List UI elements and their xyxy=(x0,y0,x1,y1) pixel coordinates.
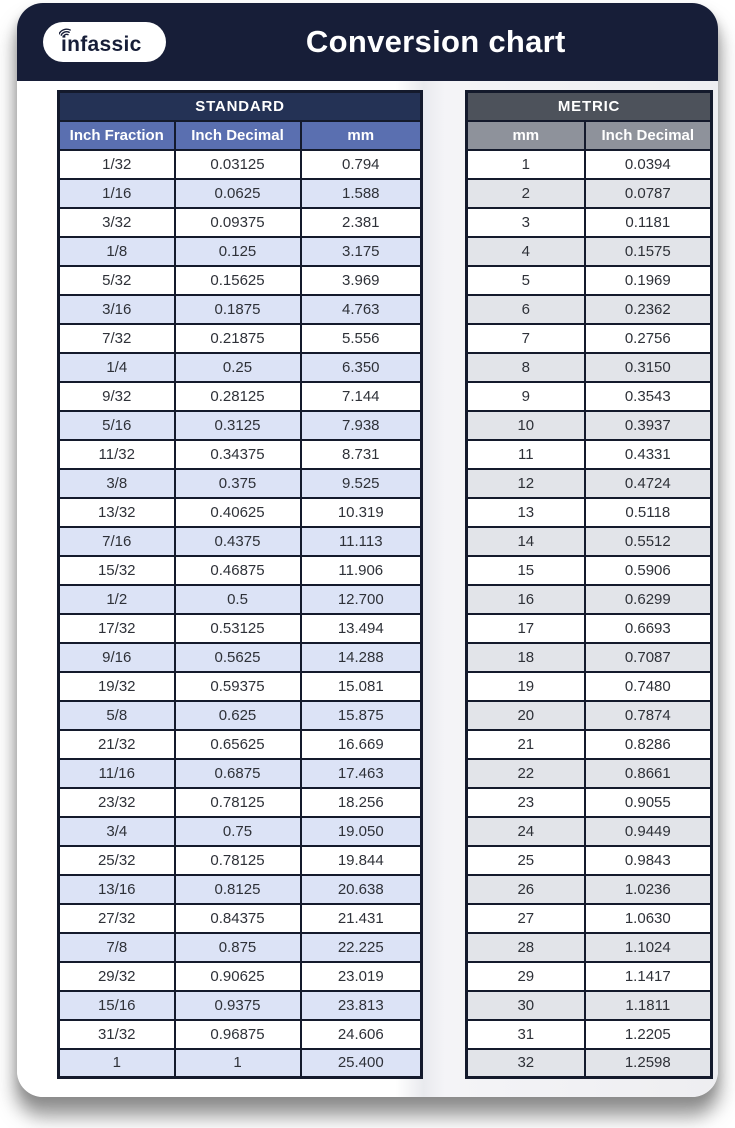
table-row xyxy=(467,614,712,643)
table-row xyxy=(467,411,712,440)
table-cell: 0.53125 xyxy=(175,614,301,643)
table-row xyxy=(467,324,712,353)
table-row xyxy=(467,440,712,469)
table-cell: 0.3937 xyxy=(585,411,712,440)
table-row xyxy=(467,875,712,904)
column-header-inch-decimal: Inch Decimal xyxy=(175,121,301,150)
table-cell: 0.40625 xyxy=(175,498,301,527)
table-cell: 15/32 xyxy=(59,556,175,585)
table-row xyxy=(59,759,422,788)
table-row xyxy=(467,788,712,817)
card-header xyxy=(17,3,718,81)
table-row xyxy=(59,208,422,237)
column-header-inch-decimal: Inch Decimal xyxy=(585,121,712,150)
table-cell: 3/32 xyxy=(59,208,175,237)
table-cell: 11.113 xyxy=(301,527,422,556)
table-row xyxy=(59,788,422,817)
table-cell: 6.350 xyxy=(301,353,422,382)
table-cell: 20 xyxy=(467,701,585,730)
table-cell: 31 xyxy=(467,1020,585,1049)
table-cell: 15/16 xyxy=(59,991,175,1020)
table-row xyxy=(467,150,712,179)
table-cell: 9.525 xyxy=(301,469,422,498)
table-cell: 0.78125 xyxy=(175,846,301,875)
table-cell: 25.400 xyxy=(301,1049,422,1078)
table-cell: 0.5512 xyxy=(585,527,712,556)
table-cell: 14 xyxy=(467,527,585,556)
table-row xyxy=(59,730,422,759)
table-cell: 0.5 xyxy=(175,585,301,614)
table-cell: 3.175 xyxy=(301,237,422,266)
table-cell: 0.1875 xyxy=(175,295,301,324)
table-cell: 0.90625 xyxy=(175,962,301,991)
table-cell: 1 xyxy=(467,150,585,179)
table-cell: 7/16 xyxy=(59,527,175,556)
table-cell: 0.625 xyxy=(175,701,301,730)
table-cell: 0.3543 xyxy=(585,382,712,411)
logo xyxy=(43,22,166,62)
table-cell: 0.34375 xyxy=(175,440,301,469)
standard-table-body xyxy=(59,150,422,1078)
table-cell: 0.125 xyxy=(175,237,301,266)
table-row xyxy=(59,237,422,266)
table-cell: 4 xyxy=(467,237,585,266)
table-cell: 3.969 xyxy=(301,266,422,295)
table-cell: 0.21875 xyxy=(175,324,301,353)
table-cell: 0.875 xyxy=(175,933,301,962)
table-row xyxy=(59,1020,422,1049)
table-row xyxy=(467,1049,712,1078)
table-row xyxy=(467,585,712,614)
standard-table xyxy=(57,90,423,1079)
table-cell: 26 xyxy=(467,875,585,904)
table-cell: 9/32 xyxy=(59,382,175,411)
column-header-mm: mm xyxy=(467,121,585,150)
table-row xyxy=(467,353,712,382)
table-cell: 15.081 xyxy=(301,672,422,701)
table-cell: 21 xyxy=(467,730,585,759)
table-row xyxy=(59,179,422,208)
table-cell: 0.6299 xyxy=(585,585,712,614)
table-row xyxy=(59,440,422,469)
table-cell: 18.256 xyxy=(301,788,422,817)
table-row xyxy=(467,701,712,730)
table-cell: 22 xyxy=(467,759,585,788)
signal-icon xyxy=(59,26,73,38)
table-row xyxy=(59,295,422,324)
table-cell: 27/32 xyxy=(59,904,175,933)
table-cell: 23/32 xyxy=(59,788,175,817)
table-row xyxy=(59,266,422,295)
table-cell: 0.1575 xyxy=(585,237,712,266)
table-cell: 0.4375 xyxy=(175,527,301,556)
table-cell: 0.8661 xyxy=(585,759,712,788)
table-cell: 21/32 xyxy=(59,730,175,759)
table-row xyxy=(467,1020,712,1049)
table-cell: 0.09375 xyxy=(175,208,301,237)
table-row xyxy=(59,904,422,933)
table-row xyxy=(467,498,712,527)
table-cell: 0.8286 xyxy=(585,730,712,759)
table-row xyxy=(59,324,422,353)
table-row xyxy=(467,208,712,237)
table-cell: 29/32 xyxy=(59,962,175,991)
table-cell: 3 xyxy=(467,208,585,237)
table-cell: 16 xyxy=(467,585,585,614)
table-row xyxy=(467,759,712,788)
table-cell: 1/4 xyxy=(59,353,175,382)
table-row xyxy=(59,527,422,556)
table-cell: 0.7480 xyxy=(585,672,712,701)
table-cell: 0.7087 xyxy=(585,643,712,672)
table-row xyxy=(59,469,422,498)
table-cell: 0.28125 xyxy=(175,382,301,411)
table-row xyxy=(467,556,712,585)
table-cell: 0.75 xyxy=(175,817,301,846)
table-cell: 9/16 xyxy=(59,643,175,672)
table-cell: 0.9449 xyxy=(585,817,712,846)
table-cell: 18 xyxy=(467,643,585,672)
table-cell: 1.2598 xyxy=(585,1049,712,1078)
table-cell: 11/32 xyxy=(59,440,175,469)
table-row xyxy=(59,846,422,875)
card-body xyxy=(17,81,718,1097)
table-row xyxy=(59,991,422,1020)
table-cell: 1/8 xyxy=(59,237,175,266)
table-row xyxy=(59,353,422,382)
table-cell: 15.875 xyxy=(301,701,422,730)
table-row xyxy=(59,382,422,411)
table-cell: 0.59375 xyxy=(175,672,301,701)
table-row xyxy=(59,1049,422,1078)
table-cell: 0.794 xyxy=(301,150,422,179)
table-cell: 0.6875 xyxy=(175,759,301,788)
table-cell: 1.1417 xyxy=(585,962,712,991)
table-cell: 0.84375 xyxy=(175,904,301,933)
table-row xyxy=(59,585,422,614)
table-cell: 9 xyxy=(467,382,585,411)
table-cell: 0.9375 xyxy=(175,991,301,1020)
table-cell: 8 xyxy=(467,353,585,382)
table-cell: 2 xyxy=(467,179,585,208)
table-cell: 7/8 xyxy=(59,933,175,962)
metric-table xyxy=(465,90,713,1079)
table-cell: 0.78125 xyxy=(175,788,301,817)
table-row xyxy=(59,614,422,643)
table-cell: 0.6693 xyxy=(585,614,712,643)
table-cell: 32 xyxy=(467,1049,585,1078)
table-cell: 0.4331 xyxy=(585,440,712,469)
page-title: Conversion chart xyxy=(305,24,566,59)
table-cell: 7.144 xyxy=(301,382,422,411)
table-cell: 7.938 xyxy=(301,411,422,440)
table-row xyxy=(59,817,422,846)
table-row xyxy=(59,962,422,991)
table-row xyxy=(467,382,712,411)
column-header-inch-fraction: Inch Fraction xyxy=(59,121,175,150)
table-cell: 19.844 xyxy=(301,846,422,875)
table-cell: 16.669 xyxy=(301,730,422,759)
table-row xyxy=(467,962,712,991)
table-row xyxy=(467,266,712,295)
table-row xyxy=(467,527,712,556)
table-row xyxy=(59,933,422,962)
table-row xyxy=(59,672,422,701)
table-cell: 23 xyxy=(467,788,585,817)
metric-column-header-row xyxy=(467,121,712,150)
table-cell: 1.1024 xyxy=(585,933,712,962)
table-row xyxy=(467,991,712,1020)
table-cell: 23.813 xyxy=(301,991,422,1020)
table-cell: 5.556 xyxy=(301,324,422,353)
table-row xyxy=(59,875,422,904)
table-cell: 1 xyxy=(59,1049,175,1078)
table-cell: 31/32 xyxy=(59,1020,175,1049)
table-cell: 0.0625 xyxy=(175,179,301,208)
table-cell: 5/8 xyxy=(59,701,175,730)
table-cell: 0.8125 xyxy=(175,875,301,904)
table-cell: 1/2 xyxy=(59,585,175,614)
metric-title-row xyxy=(467,92,712,121)
table-cell: 1.1811 xyxy=(585,991,712,1020)
logo-text: infassic xyxy=(61,33,142,56)
table-cell: 6 xyxy=(467,295,585,324)
table-cell: 0.46875 xyxy=(175,556,301,585)
table-cell: 24 xyxy=(467,817,585,846)
table-cell: 1.588 xyxy=(301,179,422,208)
table-cell: 3/8 xyxy=(59,469,175,498)
table-cell: 23.019 xyxy=(301,962,422,991)
table-cell: 3/16 xyxy=(59,295,175,324)
table-cell: 0.0787 xyxy=(585,179,712,208)
table-cell: 5 xyxy=(467,266,585,295)
table-cell: 19/32 xyxy=(59,672,175,701)
table-cell: 4.763 xyxy=(301,295,422,324)
table-row xyxy=(59,411,422,440)
table-cell: 7/32 xyxy=(59,324,175,353)
table-cell: 22.225 xyxy=(301,933,422,962)
table-row xyxy=(467,179,712,208)
table-row xyxy=(467,643,712,672)
table-cell: 13/16 xyxy=(59,875,175,904)
table-cell: 13 xyxy=(467,498,585,527)
table-row xyxy=(467,237,712,266)
table-cell: 0.5906 xyxy=(585,556,712,585)
table-cell: 30 xyxy=(467,991,585,1020)
table-cell: 13.494 xyxy=(301,614,422,643)
table-row xyxy=(59,556,422,585)
table-cell: 24.606 xyxy=(301,1020,422,1049)
table-cell: 11.906 xyxy=(301,556,422,585)
table-cell: 1.0630 xyxy=(585,904,712,933)
table-row xyxy=(467,295,712,324)
table-cell: 10 xyxy=(467,411,585,440)
table-cell: 0.2362 xyxy=(585,295,712,324)
table-cell: 0.03125 xyxy=(175,150,301,179)
table-cell: 0.2756 xyxy=(585,324,712,353)
table-cell: 25/32 xyxy=(59,846,175,875)
conversion-card xyxy=(17,3,718,1097)
table-cell: 0.5118 xyxy=(585,498,712,527)
table-cell: 11 xyxy=(467,440,585,469)
table-cell: 20.638 xyxy=(301,875,422,904)
table-cell: 0.96875 xyxy=(175,1020,301,1049)
table-cell: 0.3125 xyxy=(175,411,301,440)
table-cell: 10.319 xyxy=(301,498,422,527)
table-cell: 0.1969 xyxy=(585,266,712,295)
table-cell: 1/16 xyxy=(59,179,175,208)
metric-table-body xyxy=(467,150,712,1078)
table-cell: 3/4 xyxy=(59,817,175,846)
table-cell: 0.65625 xyxy=(175,730,301,759)
table-row xyxy=(467,730,712,759)
table-cell: 21.431 xyxy=(301,904,422,933)
table-row xyxy=(467,672,712,701)
table-cell: 12 xyxy=(467,469,585,498)
table-row xyxy=(467,846,712,875)
table-cell: 1 xyxy=(175,1049,301,1078)
table-cell: 0.25 xyxy=(175,353,301,382)
table-cell: 0.7874 xyxy=(585,701,712,730)
table-cell: 2.381 xyxy=(301,208,422,237)
table-cell: 8.731 xyxy=(301,440,422,469)
table-cell: 0.1181 xyxy=(585,208,712,237)
table-cell: 15 xyxy=(467,556,585,585)
table-cell: 17 xyxy=(467,614,585,643)
table-cell: 0.4724 xyxy=(585,469,712,498)
metric-table-title: METRIC xyxy=(467,92,712,121)
table-row xyxy=(59,643,422,672)
table-cell: 5/16 xyxy=(59,411,175,440)
table-row xyxy=(59,701,422,730)
table-cell: 19.050 xyxy=(301,817,422,846)
table-cell: 1/32 xyxy=(59,150,175,179)
table-cell: 19 xyxy=(467,672,585,701)
table-row xyxy=(467,469,712,498)
table-cell: 14.288 xyxy=(301,643,422,672)
table-row xyxy=(467,933,712,962)
table-cell: 11/16 xyxy=(59,759,175,788)
table-cell: 0.0394 xyxy=(585,150,712,179)
table-cell: 1.0236 xyxy=(585,875,712,904)
table-row xyxy=(467,817,712,846)
column-header-mm: mm xyxy=(301,121,422,150)
table-cell: 0.15625 xyxy=(175,266,301,295)
table-cell: 0.3150 xyxy=(585,353,712,382)
table-cell: 27 xyxy=(467,904,585,933)
table-cell: 13/32 xyxy=(59,498,175,527)
table-cell: 7 xyxy=(467,324,585,353)
table-row xyxy=(467,904,712,933)
table-row xyxy=(59,150,422,179)
table-cell: 17/32 xyxy=(59,614,175,643)
table-cell: 0.375 xyxy=(175,469,301,498)
table-cell: 17.463 xyxy=(301,759,422,788)
table-cell: 0.9055 xyxy=(585,788,712,817)
table-cell: 1.2205 xyxy=(585,1020,712,1049)
table-cell: 28 xyxy=(467,933,585,962)
standard-column-header-row xyxy=(59,121,422,150)
table-row xyxy=(59,498,422,527)
table-cell: 0.9843 xyxy=(585,846,712,875)
table-cell: 0.5625 xyxy=(175,643,301,672)
table-cell: 12.700 xyxy=(301,585,422,614)
table-cell: 25 xyxy=(467,846,585,875)
standard-title-row xyxy=(59,92,422,121)
standard-table-title: STANDARD xyxy=(59,92,422,121)
table-cell: 29 xyxy=(467,962,585,991)
table-cell: 5/32 xyxy=(59,266,175,295)
